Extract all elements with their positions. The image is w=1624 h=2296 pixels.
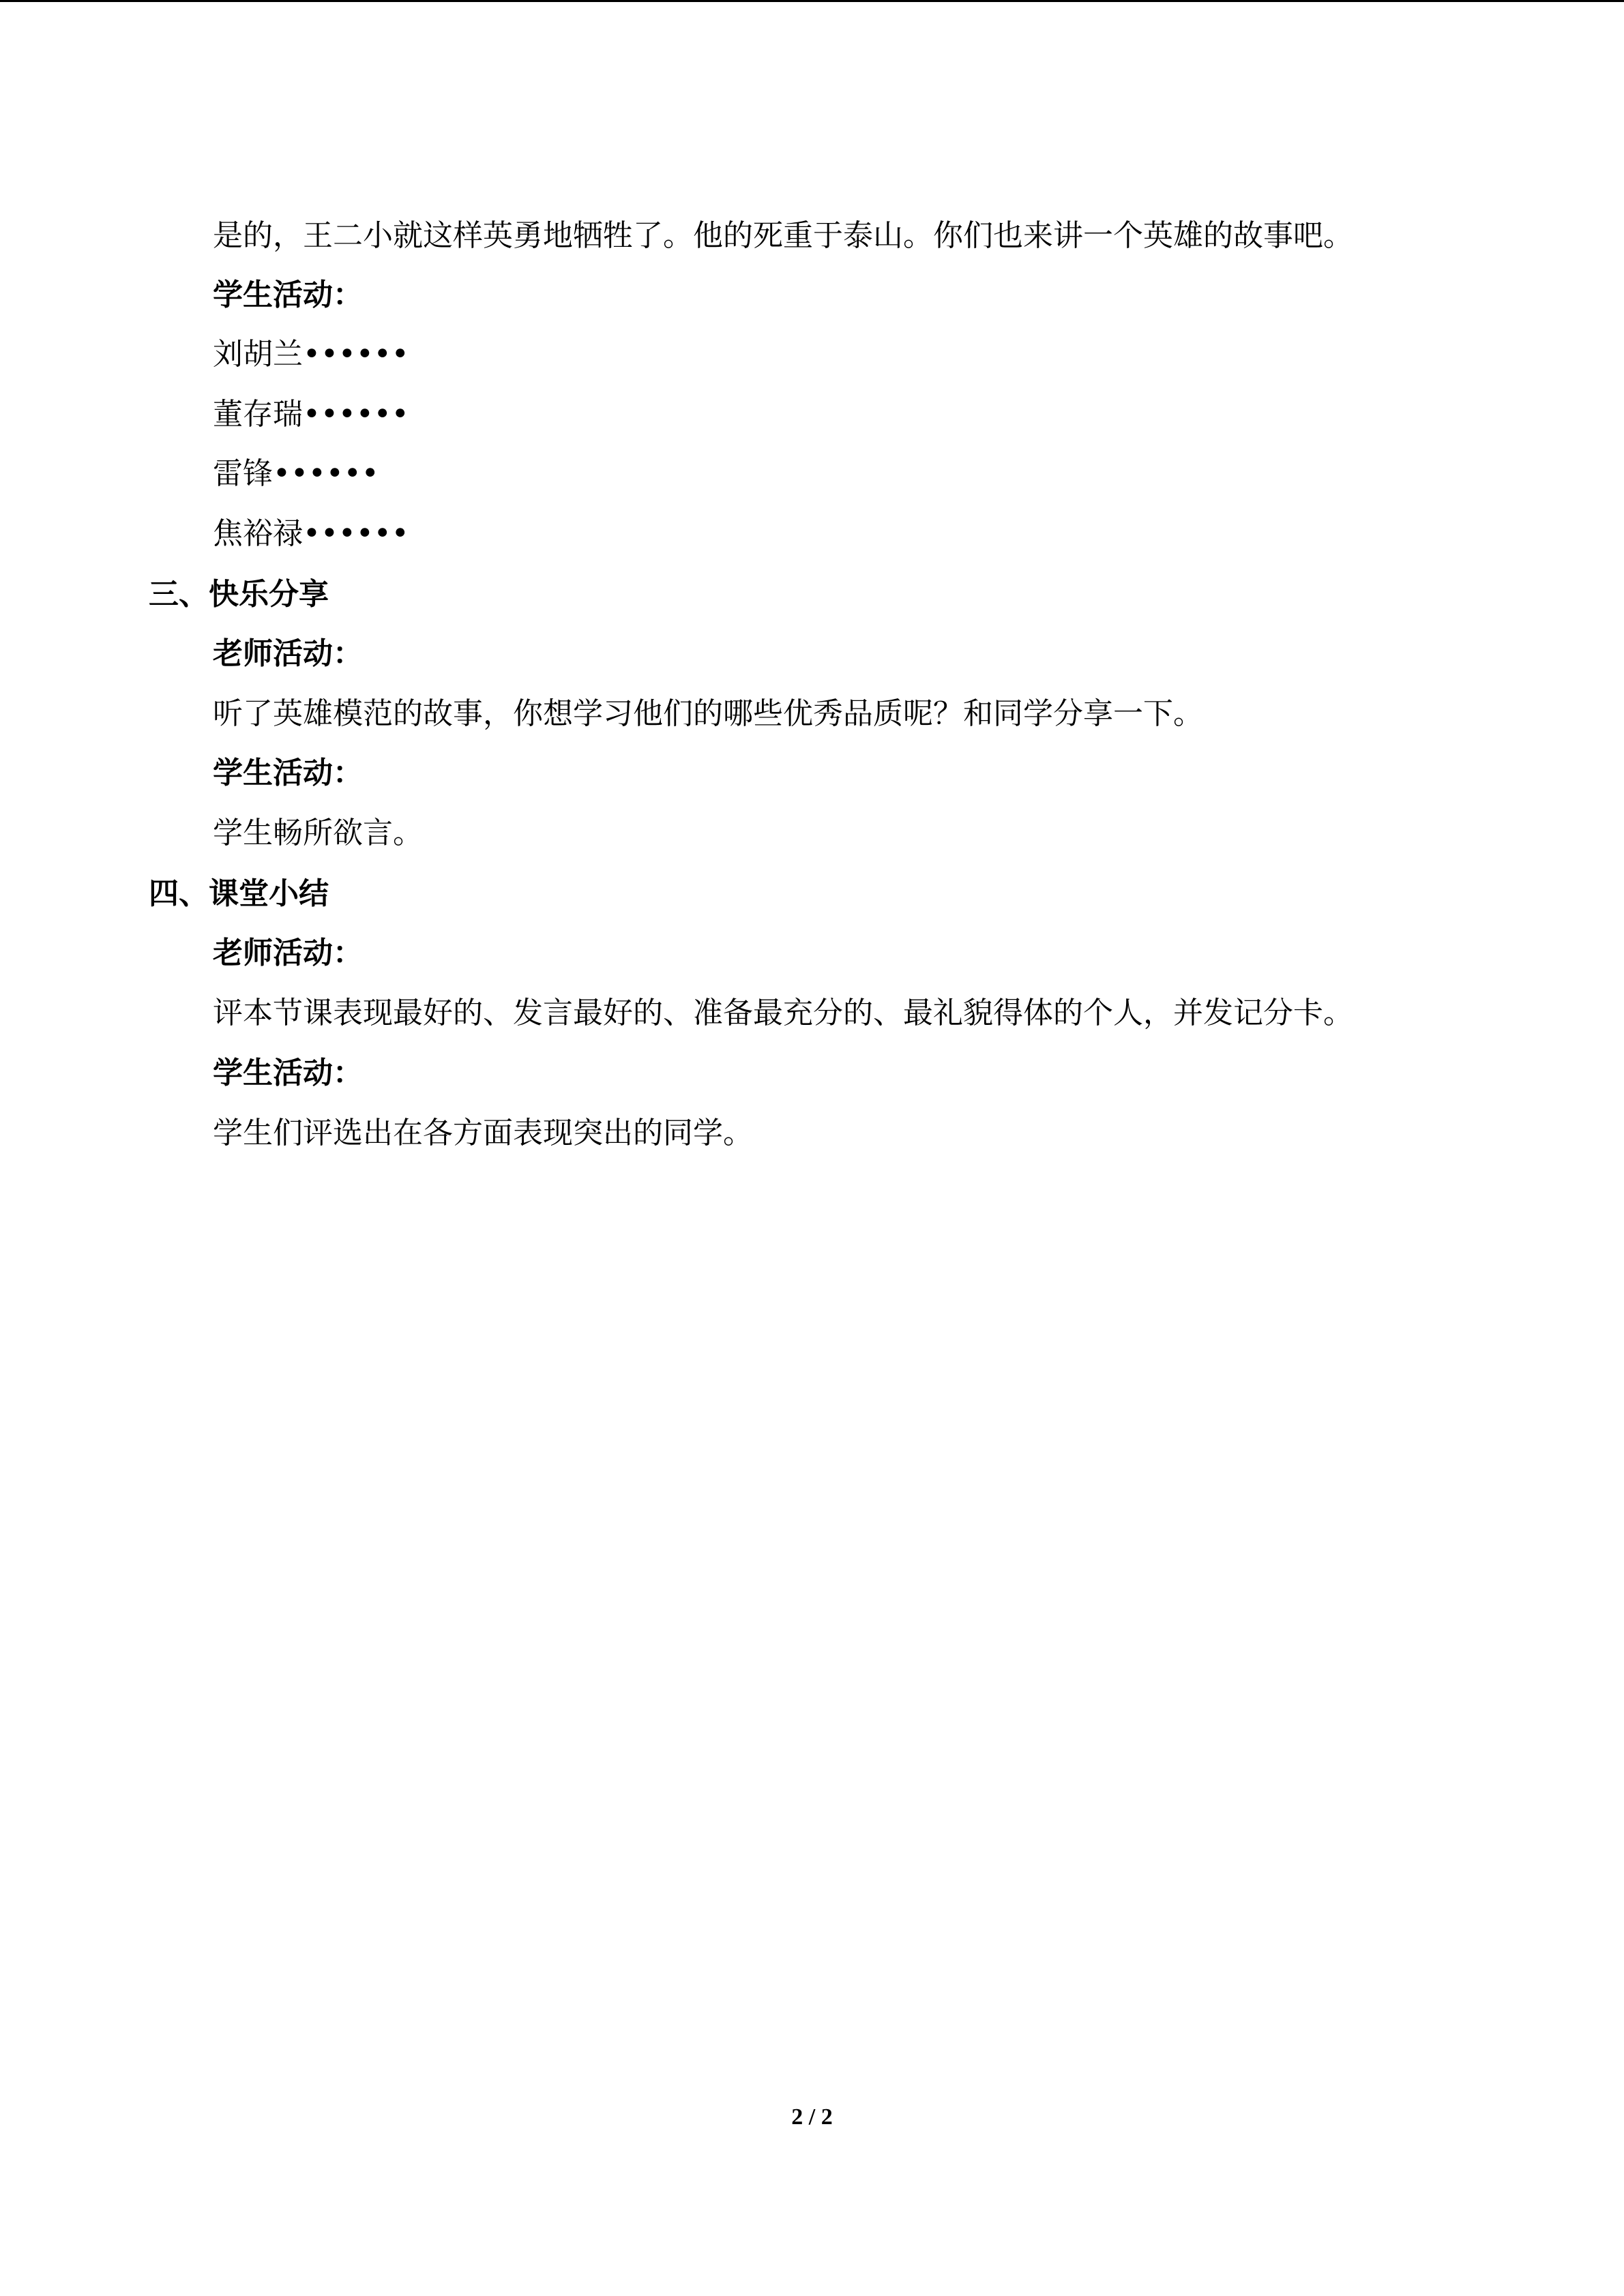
hero-item-dong-cunrui: 董存瑞•••••• bbox=[213, 397, 409, 432]
teacher-activity-label: 老师活动： bbox=[213, 936, 363, 970]
paragraph-student-selection: 学生们评选出在各方面表现突出的同学。 bbox=[213, 1116, 753, 1150]
page-number: 2 / 2 bbox=[791, 2104, 833, 2130]
section-heading-happy-sharing: 三、快乐分享 bbox=[149, 577, 329, 612]
student-activity-label: 学生活动： bbox=[213, 756, 363, 790]
paragraph-summary-evaluation: 评本节课表现最好的、发言最好的、准备最充分的、最礼貌得体的个人，并发记分卡。 bbox=[213, 996, 1353, 1030]
paragraph-hero-story-intro: 是的，王二小就这样英勇地牺牲了。他的死重于泰山。你们也来讲一个英雄的故事吧。 bbox=[213, 218, 1353, 253]
student-activity-label: 学生活动： bbox=[213, 278, 363, 312]
student-activity-label: 学生活动： bbox=[213, 1056, 363, 1090]
teacher-activity-label: 老师活动： bbox=[213, 636, 363, 671]
paragraph-share-prompt: 听了英雄模范的故事，你想学习他们的哪些优秀品质呢？和同学分享一下。 bbox=[213, 696, 1203, 731]
paragraph-student-share: 学生畅所欲言。 bbox=[213, 816, 423, 850]
hero-item-jiao-yulu: 焦裕禄•••••• bbox=[213, 516, 409, 551]
top-border-line bbox=[0, 0, 1624, 2]
section-heading-class-summary: 四、课堂小结 bbox=[149, 876, 329, 911]
hero-item-lei-feng: 雷锋•••••• bbox=[213, 456, 379, 491]
hero-item-liu-hulan: 刘胡兰•••••• bbox=[213, 337, 409, 372]
